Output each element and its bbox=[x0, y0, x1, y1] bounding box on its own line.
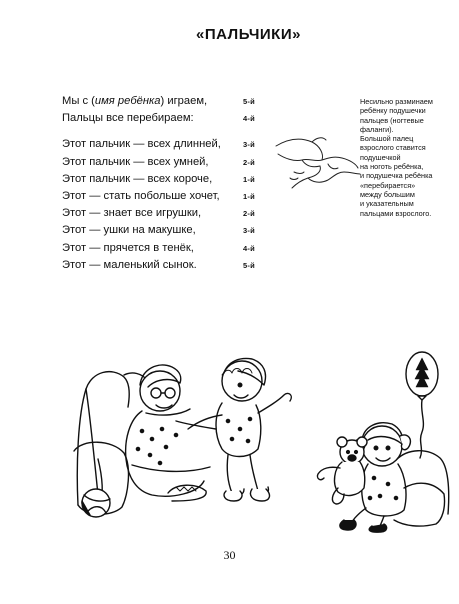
instructions bbox=[360, 97, 454, 218]
poem-line bbox=[62, 136, 272, 153]
poem-line bbox=[62, 188, 272, 205]
instruction-line: фаланги). bbox=[360, 124, 394, 134]
poem-line bbox=[62, 171, 272, 188]
poem-line bbox=[62, 205, 272, 222]
poem-text: ) играем, bbox=[160, 95, 208, 107]
poem-text: Этот пальчик — всех короче, bbox=[62, 172, 213, 185]
finger-note: 2-й bbox=[243, 209, 255, 219]
page-title: «ПАЛЬЧИКИ» bbox=[196, 26, 301, 43]
instruction-line: пальцами взрослого. bbox=[360, 208, 432, 218]
finger-note: 2-й bbox=[243, 157, 255, 167]
finger-note: 5-й bbox=[243, 97, 255, 106]
poem-text: Этот пальчик — всех умней, bbox=[62, 155, 209, 168]
poem-text: Этот пальчик — всех длинней, bbox=[62, 138, 221, 151]
instruction-line: «перебирается» bbox=[360, 180, 416, 190]
instruction-line: подушечкой bbox=[360, 152, 401, 162]
poem-line bbox=[62, 154, 272, 171]
poem-italic-text: имя ребёнка bbox=[94, 95, 161, 107]
finger-note: 1-й bbox=[243, 174, 255, 184]
instruction-line: взрослого ставится bbox=[360, 143, 426, 153]
instruction-line: и указательным bbox=[360, 199, 414, 209]
poem-text: Мы с ( bbox=[62, 95, 95, 107]
poem-text: Этот — стать побольше хочет, bbox=[62, 189, 220, 202]
page-number: 30 bbox=[223, 548, 236, 562]
finger-note: 5-й bbox=[243, 260, 255, 270]
finger-note: 1-й bbox=[243, 191, 255, 201]
poem bbox=[62, 93, 272, 274]
finger-note: 4-й bbox=[243, 243, 255, 253]
instruction-line: пальцев (ногтевые bbox=[360, 115, 424, 125]
poem-text: Этот — прячется в тенёк, bbox=[62, 241, 194, 254]
instruction-line: Большой палец bbox=[360, 134, 414, 144]
instruction-line: и подушечка ребёнка bbox=[360, 171, 433, 181]
finger-note: 3-й bbox=[243, 140, 255, 150]
poem-line bbox=[62, 257, 272, 274]
instruction-line: между большим bbox=[360, 189, 415, 199]
instruction-line: ребёнку подушечки bbox=[360, 106, 426, 116]
poem-line bbox=[62, 222, 272, 239]
poem-line bbox=[62, 93, 272, 110]
instruction-line: на ноготь ребёнка, bbox=[360, 162, 424, 172]
poem-text: Этот — ушки на макушке, bbox=[62, 224, 196, 237]
grandma-child-illustration bbox=[72, 355, 310, 535]
finger-note: 3-й bbox=[243, 226, 255, 236]
instruction-line: Несильно разминаем bbox=[360, 97, 433, 106]
poem-text: Пальцы все перебираем: bbox=[62, 112, 194, 125]
girl-teddy-illustration bbox=[308, 348, 454, 533]
finger-note: 4-й bbox=[243, 114, 255, 124]
poem-text: Этот — маленький сынок. bbox=[62, 258, 197, 271]
poem-line bbox=[62, 110, 272, 127]
poem-text: Этот — знает все игрушки, bbox=[62, 207, 202, 220]
poem-line bbox=[62, 240, 272, 257]
hands-illustration bbox=[272, 128, 362, 194]
